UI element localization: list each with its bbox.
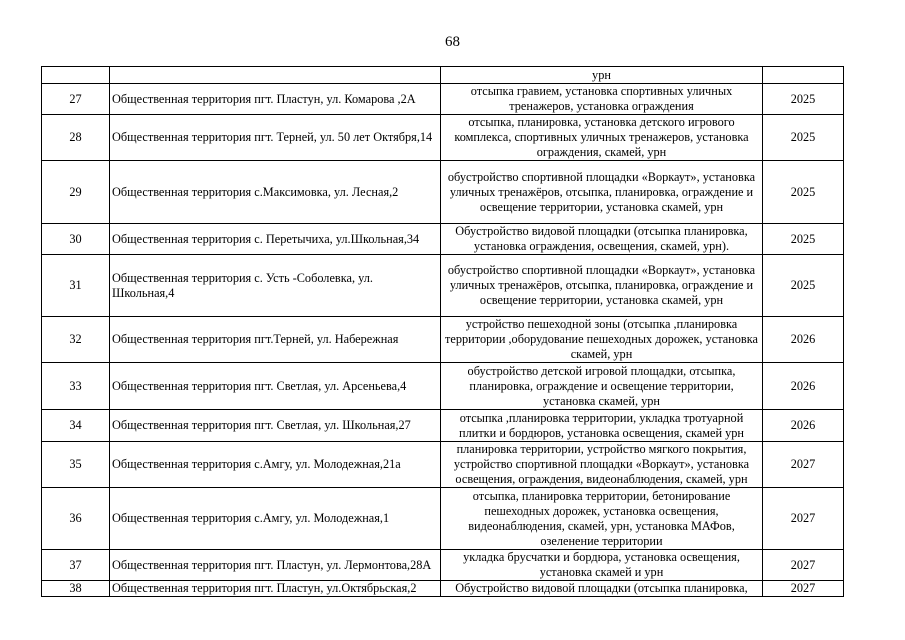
row-number: 30 <box>42 224 110 255</box>
year: 2026 <box>763 363 844 410</box>
year: 2025 <box>763 84 844 115</box>
territory-name: Общественная территория с.Амгу, ул. Молодежная,21а <box>110 442 441 488</box>
table-row <box>42 550 844 581</box>
year: 2027 <box>763 442 844 488</box>
row-number <box>42 67 110 84</box>
territory-name: Общественная территория с. Перетычиха, ул.Школьная,34 <box>110 224 441 255</box>
territory-name: Общественная территория пгт. Терней, ул. 50 лет Октября,14 <box>110 115 441 161</box>
row-number: 38 <box>42 581 110 597</box>
territory-name: Общественная территория с. Усть -Соболевка, ул. Школьная,4 <box>110 255 441 317</box>
territory-name: Общественная территория пгт. Пластун, ул.Октябрьская,2 <box>110 581 441 597</box>
works-description: планировка территории, устройство мягкого покрытия, устройство спортивной площадки «Воркаут», установка освещения, ограждения, видеонаблюдения, скамей, урн <box>441 442 763 488</box>
row-number: 28 <box>42 115 110 161</box>
row-number: 29 <box>42 161 110 224</box>
row-number: 33 <box>42 363 110 410</box>
table-row <box>42 67 844 84</box>
table-row <box>42 161 844 224</box>
year: 2025 <box>763 115 844 161</box>
territory-name: Общественная территория пгт. Светлая, ул. Арсеньева,4 <box>110 363 441 410</box>
table-row <box>42 488 844 550</box>
table-row <box>42 363 844 410</box>
works-description: устройство пешеходной зоны (отсыпка ,планировка территории ,оборудование пешеходных дорожек, установка скамей, урн <box>441 317 763 363</box>
works-description: укладка брусчатки и бордюра, установка освещения, установка скамей и урн <box>441 550 763 581</box>
works-description: отсыпка, планировка территории, бетонирование пешеходных дорожек, установка освещения, видеонаблюдения, скамей, урн, установка МАФов, озеленение территории <box>441 488 763 550</box>
territory-name: Общественная территория пгт. Пластун, ул. Лермонтова,28А <box>110 550 441 581</box>
page-number: 68 <box>445 34 460 50</box>
works-description: Обустройство видовой площадки (отсыпка планировка, <box>441 581 763 597</box>
works-description: обустройство детской игровой площадки, отсыпка, планировка, ограждение и освещение территории, установка скамей, урн <box>441 363 763 410</box>
table-row <box>42 84 844 115</box>
works-description: обустройство спортивной площадки «Воркаут», установка уличных тренажёров, отсыпка, планировка, ограждение и освещение территории, установка скамей, урн <box>441 255 763 317</box>
table-row <box>42 581 844 597</box>
year: 2025 <box>763 255 844 317</box>
works-description: урн <box>441 67 763 84</box>
table-row <box>42 442 844 488</box>
territory-name: Общественная территория пгт. Пластун, ул. Комарова ,2А <box>110 84 441 115</box>
territory-name: Общественная территория с.Амгу, ул. Молодежная,1 <box>110 488 441 550</box>
table-row <box>42 410 844 442</box>
works-description: отсыпка ,планировка территории, укладка тротуарной плитки и бордюров, установка освещения, скамей урн <box>441 410 763 442</box>
year: 2026 <box>763 410 844 442</box>
territory-name: Общественная территория с.Максимовка, ул. Лесная,2 <box>110 161 441 224</box>
territory-name: Общественная территория пгт. Светлая, ул. Школьная,27 <box>110 410 441 442</box>
works-description: Обустройство видовой площадки (отсыпка планировка, установка ограждения, освещения, скамей, урн). <box>441 224 763 255</box>
year: 2027 <box>763 581 844 597</box>
works-description: отсыпка гравием, установка спортивных уличных тренажеров, установка ограждения <box>441 84 763 115</box>
table-row <box>42 317 844 363</box>
year: 2025 <box>763 161 844 224</box>
year: 2027 <box>763 550 844 581</box>
row-number: 36 <box>42 488 110 550</box>
works-description: обустройство спортивной площадки «Воркаут», установка уличных тренажёров, отсыпка, планировка, ограждение и освещение территории, установка скамей, урн <box>441 161 763 224</box>
territory-name <box>110 67 441 84</box>
works-description: отсыпка, планировка, установка детского игрового комплекса, спортивных уличных тренажеров, установка ограждения, скамей, урн <box>441 115 763 161</box>
table-row <box>42 255 844 317</box>
territory-name: Общественная территория пгт.Терней, ул. Набережная <box>110 317 441 363</box>
year <box>763 67 844 84</box>
row-number: 35 <box>42 442 110 488</box>
territories-table <box>41 66 844 597</box>
table-row <box>42 224 844 255</box>
year: 2026 <box>763 317 844 363</box>
table-row <box>42 115 844 161</box>
row-number: 31 <box>42 255 110 317</box>
year: 2025 <box>763 224 844 255</box>
year: 2027 <box>763 488 844 550</box>
row-number: 37 <box>42 550 110 581</box>
row-number: 27 <box>42 84 110 115</box>
row-number: 32 <box>42 317 110 363</box>
row-number: 34 <box>42 410 110 442</box>
